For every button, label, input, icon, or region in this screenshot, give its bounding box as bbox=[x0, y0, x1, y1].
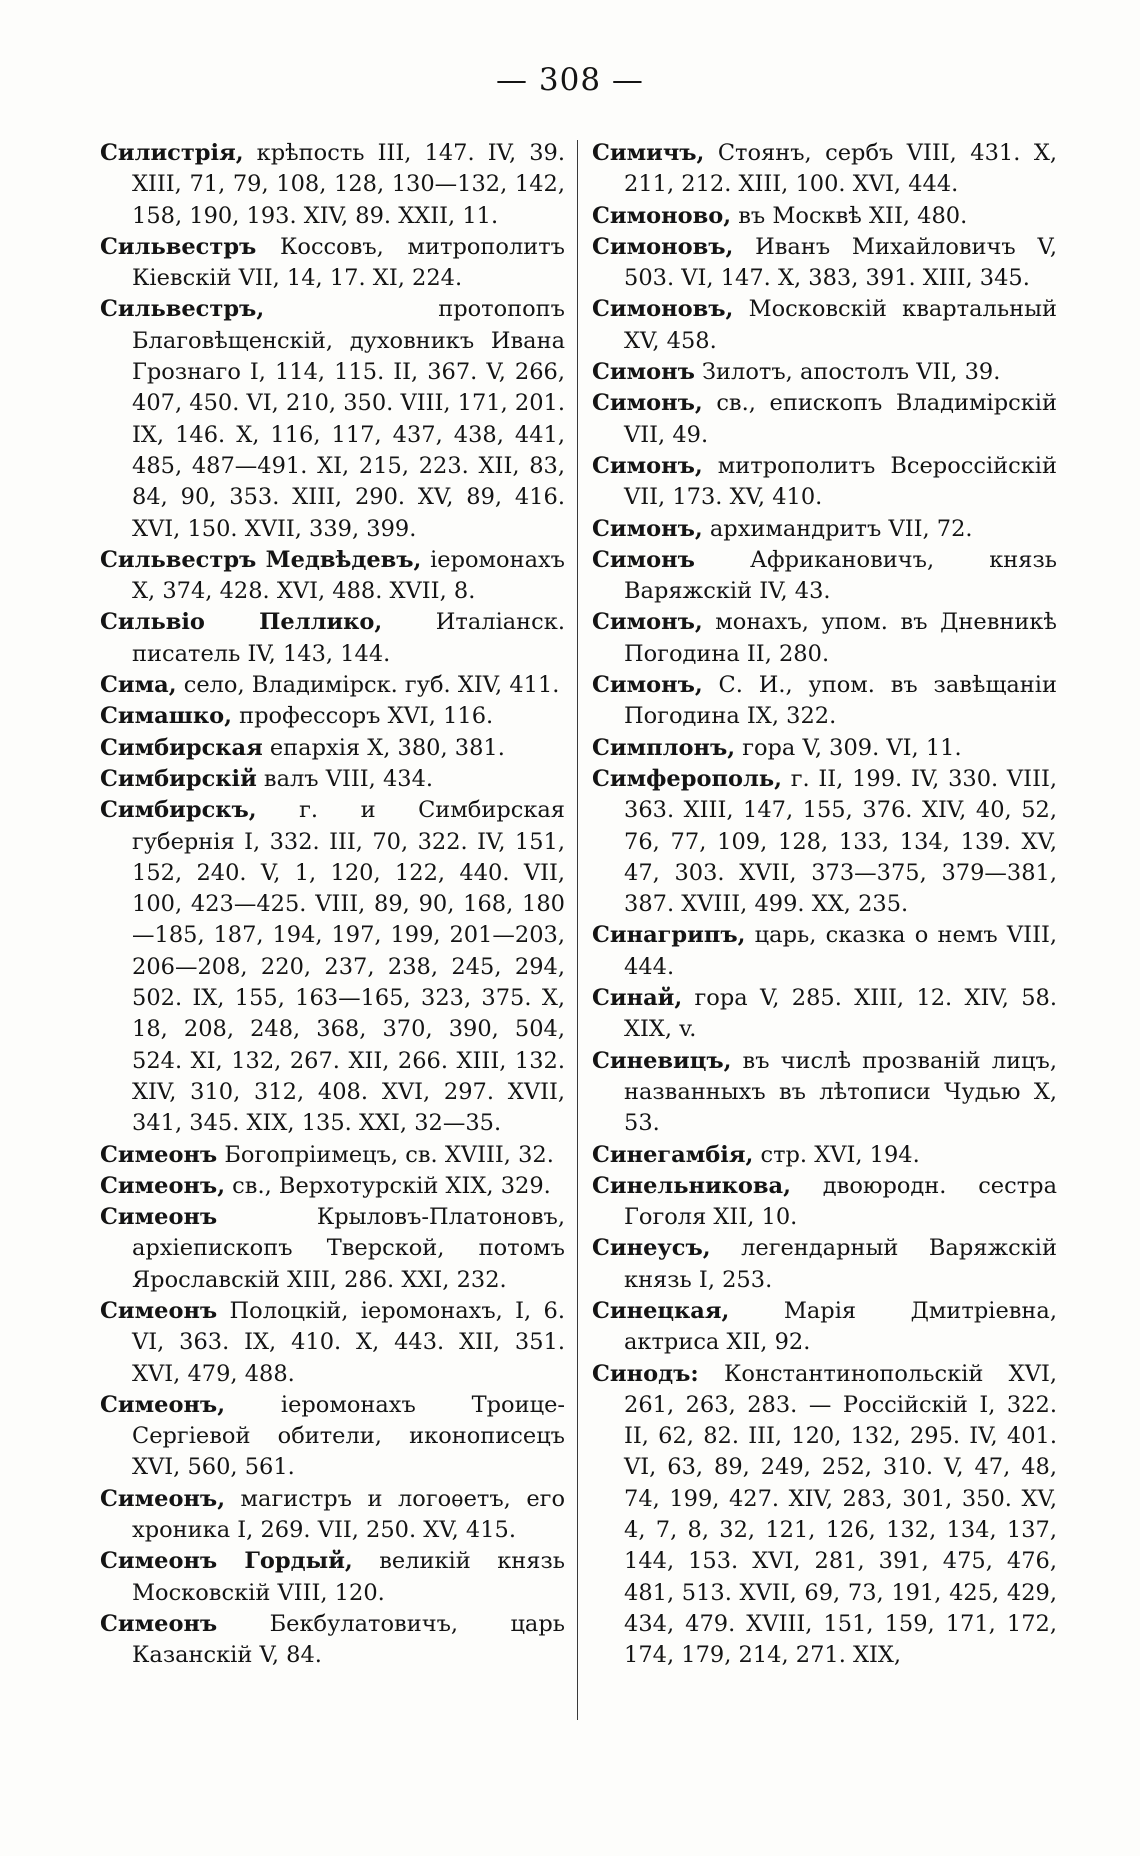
entry-headword: Сильвіо Пеллико, bbox=[100, 609, 383, 636]
entry-headword: Синегамбія, bbox=[592, 1141, 754, 1168]
entry-headword: Симашко, bbox=[100, 703, 232, 730]
entry-references: Московскій квартальный XV, 458. bbox=[624, 296, 1057, 354]
entry-headword: Симплонъ, bbox=[592, 734, 736, 761]
entry-references: г. II, 199. IV, 330. VIII, 363. XIII, 147, 155, 376. XIV, 40, 52, 76, 77, 109, 128, 133, 134, 139. XV, 47, 303. XVII, 373—375, 379—381, 387. XVIII, 499. XX, 235. bbox=[624, 765, 1057, 918]
entry-headword: Симонъ, bbox=[592, 452, 703, 479]
entry-headword: Симичъ, bbox=[592, 140, 705, 166]
entry-headword: Симонъ bbox=[592, 546, 695, 573]
index-entry bbox=[592, 294, 1057, 357]
entry-references: Полоцкій, іеромонахъ, I, 6. VI, 363. IX, 410. X, 443. XII, 351. XVI, 479, 488. bbox=[132, 1297, 565, 1387]
entry-references: Зилотъ, апостолъ VII, 39. bbox=[694, 359, 1001, 386]
entry-headword: Сильвестръ, bbox=[100, 296, 265, 323]
entry-headword: Симеонъ bbox=[100, 1141, 218, 1168]
index-entry bbox=[100, 1390, 565, 1484]
index-entry bbox=[100, 607, 565, 670]
entry-references: двоюродн. сестра Гоголя XII, 10. bbox=[624, 1172, 1057, 1231]
entry-references: св., Верхотурскій XIX, 329. bbox=[225, 1172, 551, 1199]
entry-headword: Сима, bbox=[100, 672, 177, 699]
entry-references: магистръ и логоѳетъ, его хроника I, 269. VII, 250. XV, 415. bbox=[132, 1485, 565, 1544]
entry-headword: Симеонъ, bbox=[100, 1391, 226, 1418]
index-entry bbox=[100, 1609, 565, 1672]
entry-headword: Симбирская bbox=[100, 734, 263, 761]
entry-references: Крыловъ-Платоновъ, архіепископъ Тверской, потомъ Ярославскій XIII, 286. XXI, 232. bbox=[132, 1204, 565, 1293]
entry-references: г. и Симбирская губернія I, 332. III, 70, 322. IV, 151, 152, 240. V, 1, 120, 122, 440. VII, 100, 423—425. VIII, 89, 90, 168, 180—185, 187, 194, 197, 199, 201—203, 206—208, 220, 237, 238, 245, 294, 502. IX, 155, 163—165, 323, 375. X, 18, 208, 248, 368, 370, 390, 504, 524. XI, 132, 267. XII, 266. XIII, 132. XIV, 310, 312, 408. XVI, 297. XVII, 341, 345. XIX, 135. XXI, 32—35. bbox=[132, 797, 565, 1137]
entry-headword: Симонъ, bbox=[592, 672, 703, 699]
index-entry bbox=[592, 1233, 1057, 1296]
entry-references: стр. XVI, 194. bbox=[753, 1141, 920, 1168]
left-column bbox=[100, 138, 565, 1672]
index-entry bbox=[100, 795, 565, 1139]
index-entry bbox=[100, 1202, 565, 1296]
entry-references: легендарный Варяжскій князь I, 253. bbox=[624, 1235, 1057, 1293]
entry-references: С. И., упом. въ завѣщаніи Погодина IX, 322. bbox=[624, 672, 1057, 730]
index-entry bbox=[100, 733, 565, 764]
entry-references: протопопъ Благовѣщенскій, духовникъ Ивана Грознаго I, 114, 115. II, 367. V, 266, 407, 450. VI, 210, 350. VIII, 171, 201. IX, 146. X, 116, 117, 437, 438, 441, 485, 487—491. XI, 215, 223. XII, 83, 84, 90, 353. XIII, 290. XV, 89, 416. XVI, 150. XVII, 339, 399. bbox=[132, 296, 566, 542]
entry-references: крѣпость III, 147. IV, 39. XIII, 71, 79, 108, 128, 130—132, 142, 158, 190, 193. XIV, 89. XXII, 11. bbox=[132, 140, 565, 229]
entry-headword: Симеонъ Гордый, bbox=[100, 1548, 353, 1575]
entry-headword: Сильвестръ bbox=[100, 233, 257, 260]
entry-headword: Симеонъ, bbox=[100, 1172, 226, 1199]
index-entry bbox=[592, 1140, 1057, 1171]
index-entry bbox=[100, 701, 565, 732]
index-entry bbox=[100, 670, 565, 701]
entry-references: Богопріимецъ, св. XVIII, 32. bbox=[217, 1141, 554, 1168]
entry-headword: Симонъ bbox=[592, 359, 695, 386]
index-entry bbox=[592, 920, 1057, 983]
entry-headword: Симферополь, bbox=[592, 765, 782, 792]
index-entry bbox=[592, 388, 1057, 451]
entry-references: архимандритъ VII, 72. bbox=[702, 515, 973, 542]
entry-headword: Симеонъ bbox=[100, 1610, 218, 1637]
entry-headword: Сильвестръ Медвѣдевъ, bbox=[100, 546, 422, 573]
entry-references: Константинопольскій XVI, 261, 263, 283. — Россійскій I, 322. II, 62, 82. III, 120, 132, 295. IV, 401. VI, 63, 89, 249, 252, 310. V, 47, 48, 74, 199, 427. XIV, 283, 301, 350. XV, 4, 7, 8, 32, 121, 126, 132, 134, 137, 144, 153. XVI, 281, 391, 475, 476, 481, 513. XVII, 69, 73, 191, 425, 429, 434, 479. XVIII, 151, 159, 171, 172, 174, 179, 214, 271. XIX, bbox=[624, 1360, 1057, 1669]
index-entry bbox=[592, 451, 1057, 514]
page-number: — 308 — bbox=[496, 62, 644, 98]
index-entry bbox=[100, 1140, 565, 1171]
index-entry bbox=[592, 138, 1057, 201]
entry-headword: Синай, bbox=[592, 985, 683, 1012]
index-entry bbox=[100, 1484, 565, 1547]
index-entry bbox=[100, 294, 565, 544]
entry-headword: Симбирскъ, bbox=[100, 797, 257, 824]
entry-headword: Симонъ, bbox=[592, 390, 703, 417]
entry-headword: Силистрія, bbox=[100, 140, 244, 166]
index-entry bbox=[100, 1171, 565, 1202]
entry-references: Марія Дмитріевна, актриса XII, 92. bbox=[624, 1297, 1057, 1356]
index-entry bbox=[100, 232, 565, 295]
index-entry bbox=[592, 1359, 1057, 1672]
entry-references: монахъ, упом. въ Дневникѣ Погодина II, 280. bbox=[624, 609, 1057, 667]
index-entry bbox=[100, 545, 565, 608]
index-entry bbox=[592, 232, 1057, 295]
index-entry bbox=[592, 983, 1057, 1046]
index-entry bbox=[592, 514, 1057, 545]
entry-references: въ числѣ прозваній лицъ, названныхъ въ лѣтописи Чудью X, 53. bbox=[624, 1047, 1057, 1137]
entry-headword: Симоновъ, bbox=[592, 296, 734, 323]
index-entry bbox=[592, 1296, 1057, 1359]
right-column bbox=[592, 138, 1057, 1672]
entry-references: іеромонахъ X, 374, 428. XVI, 488. XVII, 8. bbox=[132, 546, 565, 605]
entry-headword: Симбирскій bbox=[100, 765, 257, 792]
entry-references: Иванъ Михайловичъ V, 503. VI, 147. X, 383, 391. XIII, 345. bbox=[624, 233, 1057, 292]
index-entry bbox=[592, 545, 1057, 608]
index-entry bbox=[592, 670, 1057, 733]
entry-headword: Симеонъ, bbox=[100, 1485, 226, 1512]
entry-headword: Синагрипъ, bbox=[592, 922, 746, 949]
column-divider bbox=[577, 140, 578, 1720]
index-entry bbox=[592, 1046, 1057, 1140]
entry-references: Африкановичъ, князь Варяжскій IV, 43. bbox=[624, 546, 1057, 605]
index-entry bbox=[100, 138, 565, 232]
entry-headword: Синодъ: bbox=[592, 1360, 699, 1387]
index-entry bbox=[592, 201, 1057, 232]
entry-references: гора V, 309. VI, 11. bbox=[735, 734, 962, 761]
entry-headword: Синеусъ, bbox=[592, 1235, 711, 1262]
entry-headword: Симонъ, bbox=[592, 515, 703, 542]
entry-references: село, Владимірск. губ. XIV, 411. bbox=[176, 672, 560, 699]
index-entry bbox=[592, 764, 1057, 920]
entry-headword: Синельникова, bbox=[592, 1172, 791, 1199]
entry-headword: Симоновъ, bbox=[592, 233, 734, 260]
entry-headword: Симонъ, bbox=[592, 609, 703, 636]
index-entry bbox=[100, 1546, 565, 1609]
entry-references: св., епископъ Владимірскій VII, 49. bbox=[624, 390, 1057, 448]
index-entry bbox=[592, 733, 1057, 764]
entry-headword: Симеонъ bbox=[100, 1297, 218, 1324]
entry-references: царь, сказка о немъ VIII, 444. bbox=[624, 922, 1057, 980]
entry-headword: Симоново, bbox=[592, 202, 732, 229]
entry-references: великій князь Московскій VIII, 120. bbox=[132, 1548, 566, 1606]
entry-references: Коссовъ, митрополитъ Кіевскій VII, 14, 17. XI, 224. bbox=[132, 233, 565, 292]
index-entry bbox=[592, 1171, 1057, 1234]
index-entry bbox=[592, 357, 1057, 388]
entry-references: гора V, 285. XIII, 12. XIV, 58. XIX, v. bbox=[624, 985, 1057, 1043]
index-entry bbox=[100, 1296, 565, 1390]
entry-references: валъ VIII, 434. bbox=[256, 765, 434, 792]
entry-headword: Синевицъ, bbox=[592, 1047, 732, 1074]
entry-references: Стоянъ, сербъ VIII, 431. X, 211, 212. XIII, 100. XVI, 444. bbox=[624, 140, 1057, 198]
entry-references: митрополитъ Всероссійскій VII, 173. XV, 410. bbox=[624, 452, 1057, 511]
index-entry bbox=[100, 764, 565, 795]
entry-headword: Синецкая, bbox=[592, 1297, 730, 1324]
entry-references: въ Москвѣ XII, 480. bbox=[731, 202, 968, 229]
entry-references: Бекбулатовичъ, царь Казанскій V, 84. bbox=[132, 1610, 565, 1669]
entry-references: епархія X, 380, 381. bbox=[262, 734, 505, 761]
entry-references: Италіанск. писатель IV, 143, 144. bbox=[132, 609, 565, 667]
index-entry bbox=[592, 607, 1057, 670]
entry-references: іеромонахъ Троице-Сергіевой обители, иконописецъ XVI, 560, 561. bbox=[132, 1391, 565, 1481]
entry-references: профессоръ XVI, 116. bbox=[232, 703, 494, 730]
entry-headword: Симеонъ bbox=[100, 1204, 218, 1231]
